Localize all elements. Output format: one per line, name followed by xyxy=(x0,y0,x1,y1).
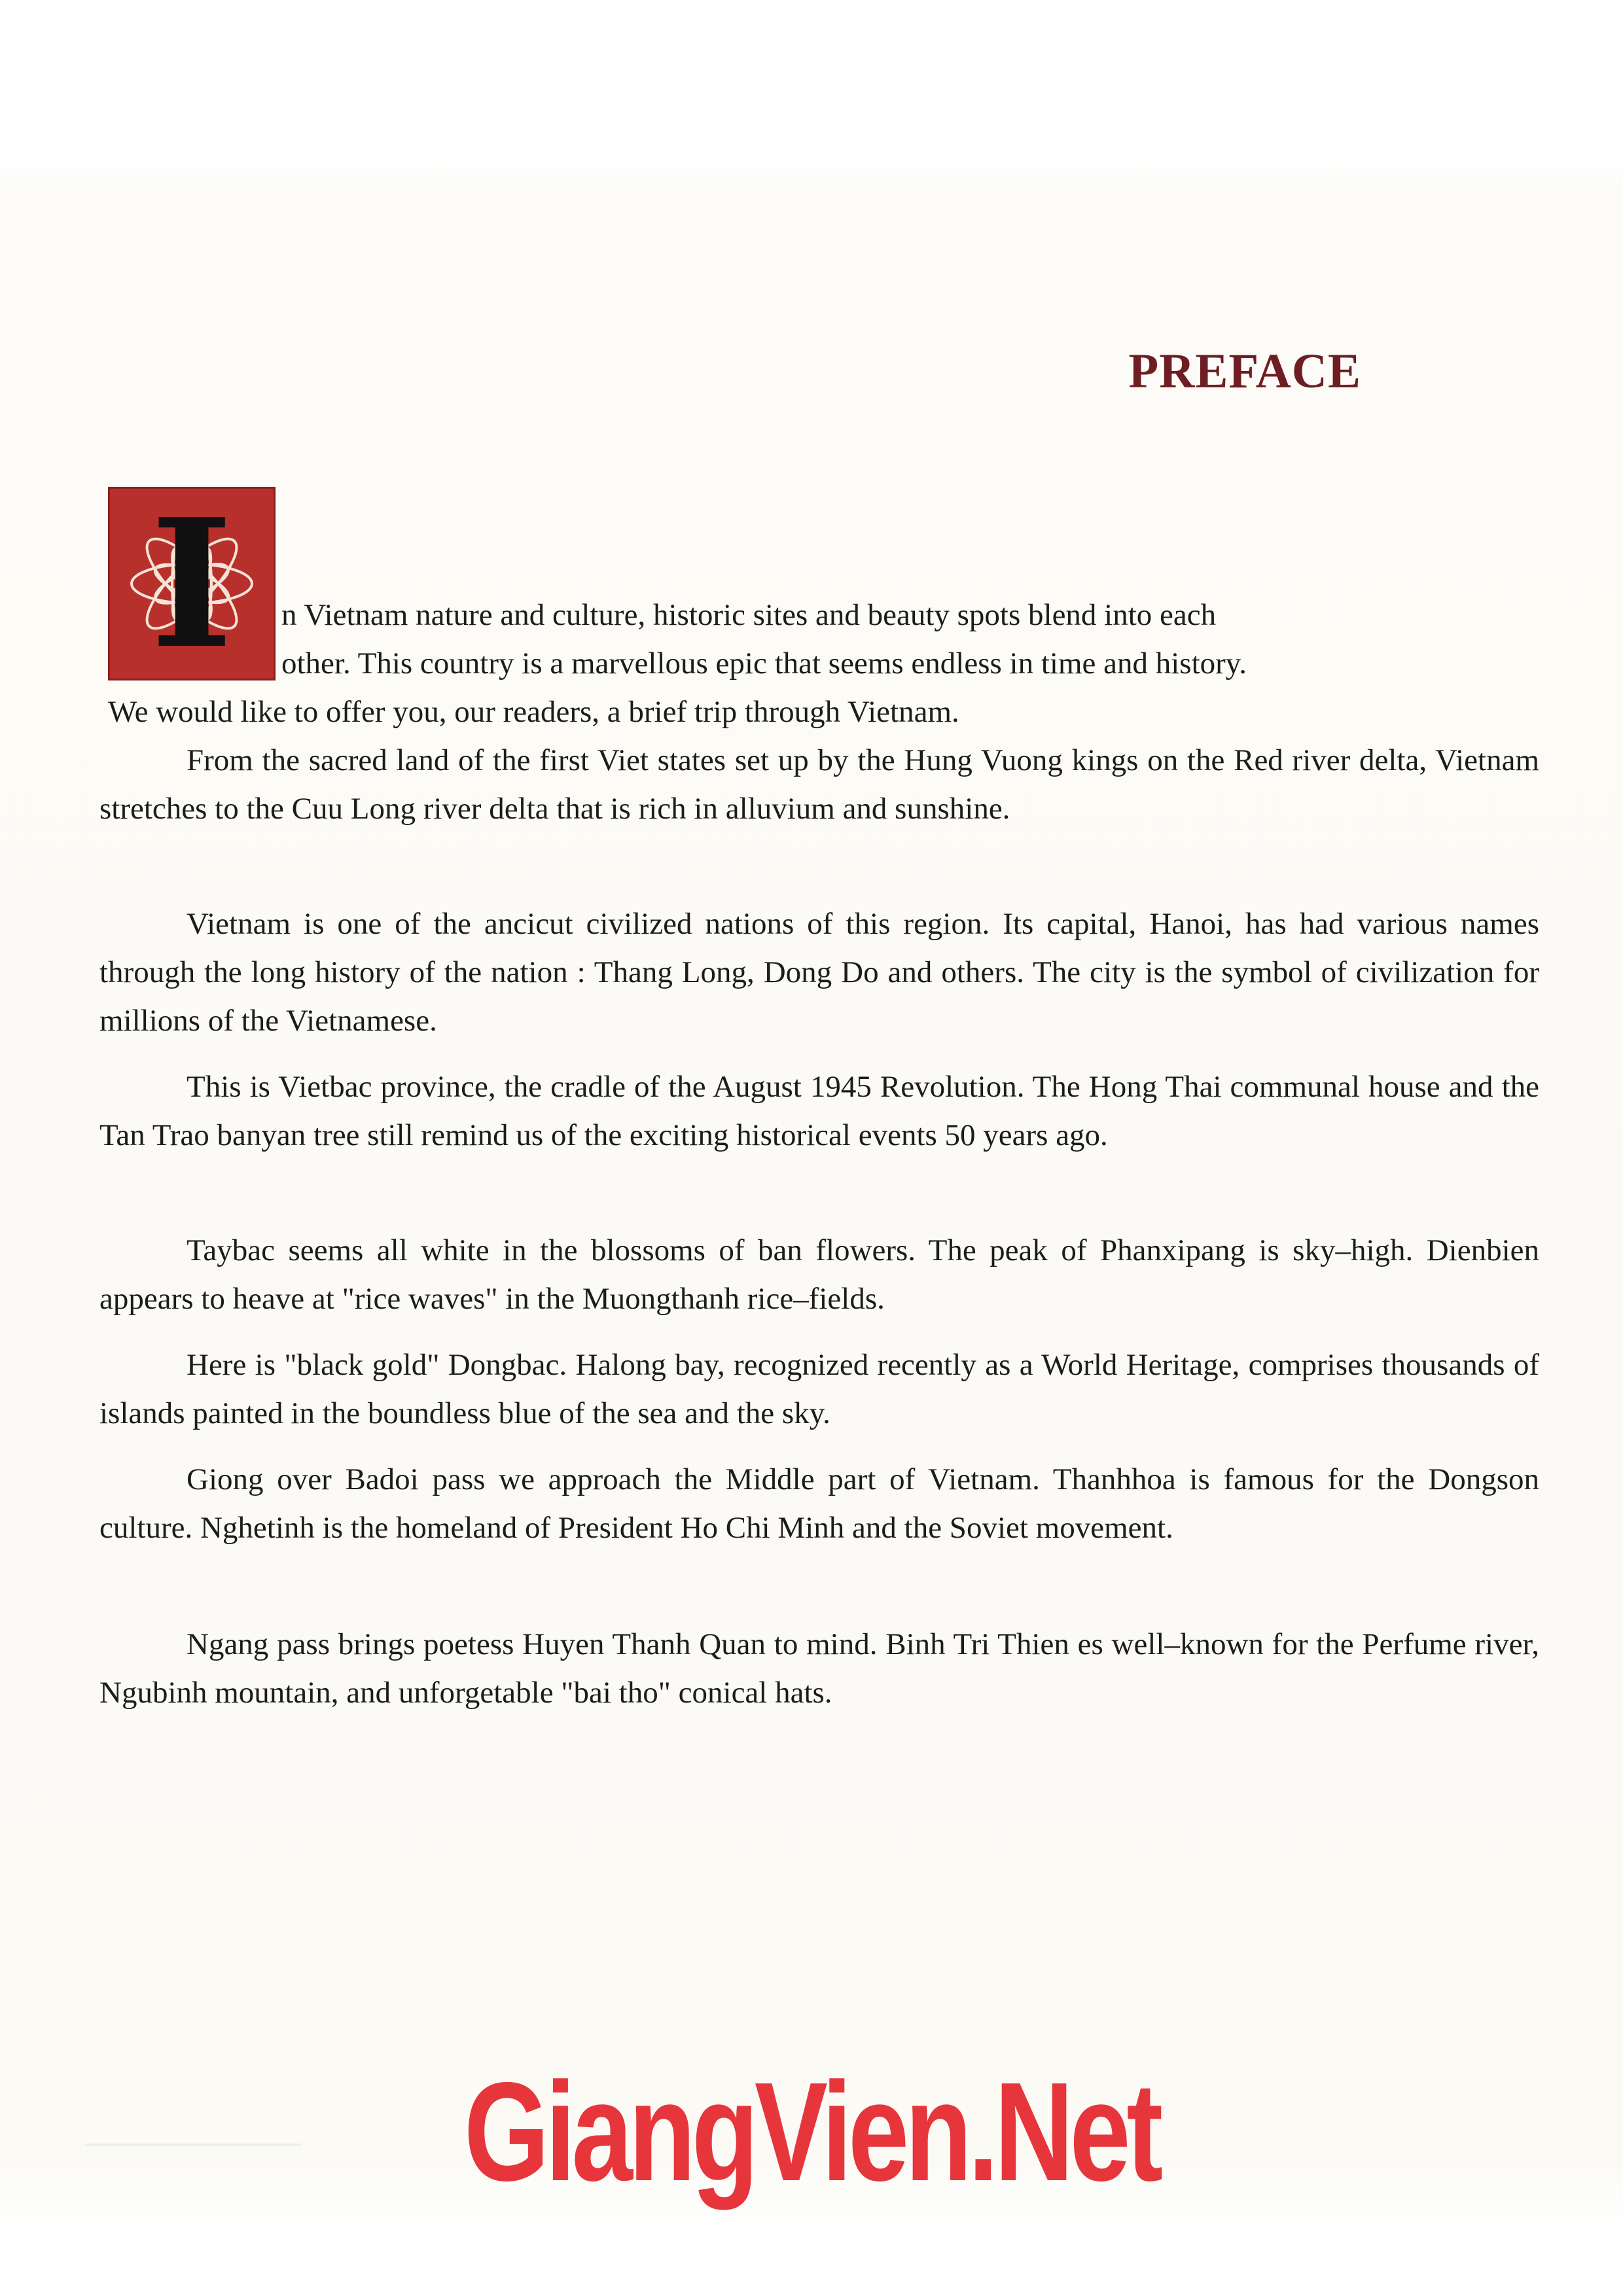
paragraph-5: Taybac seems all white in the blossoms of ban flowers. The peak of Phanxipang is sky–high. Dienbien appears to heave at "rice waves" in the Muongthanh rice–fields. xyxy=(99,1233,1539,1316)
paragraph-1-line-2: other. This country is a marvellous epic that seems endless in time and history. xyxy=(281,646,1247,680)
dropcap-ornament xyxy=(108,480,276,688)
page-title: PREFACE xyxy=(1128,344,1361,398)
paragraph-6: Here is "black gold" Dongbac. Halong bay, recognized recently as a World Heritage, comprises thousands of islands painted in the boundless blue of the sea and the sky. xyxy=(99,1348,1539,1430)
watermark-logo: GiangVien.Net xyxy=(464,2053,1159,2210)
paragraph-8: Ngang pass brings poetess Huyen Thanh Quan to mind. Binh Tri Thien es well–known for the Perfume river, Ngubinh mountain, and unforgetable "bai tho" conical hats. xyxy=(99,1627,1539,1710)
paragraph-2: From the sacred land of the first Viet states set up by the Hung Vuong kings on the Red river delta, Vietnam stretches to the Cuu Long river delta that is rich in alluvium and sunshine. xyxy=(99,743,1539,826)
paragraph-3: Vietnam is one of the ancicut civilized nations of this region. Its capital, Hanoi, has had various names through the long history of the nation : Thang Long, Dong Do and others. The city is the symbol of civilization for millions of the Vietnamese. xyxy=(99,907,1539,1038)
paragraph-1-line-1: n Vietnam nature and culture, historic sites and beauty spots blend into each xyxy=(281,598,1217,632)
dropcap-letter: I xyxy=(150,480,234,688)
paragraph-1-line-3: We would like to offer you, our readers, a brief trip through Vietnam. xyxy=(108,695,959,729)
paragraph-7: Giong over Badoi pass we approach the Middle part of Vietnam. Thanhhoa is famous for the Dongson culture. Nghetinh is the homeland of President Ho Chi Minh and the Soviet movement. xyxy=(99,1462,1539,1545)
paragraph-4: This is Vietbac province, the cradle of the August 1945 Revolution. The Hong Thai communal house and the Tan Trao banyan tree still remind us of the exciting historical events 50 years ago. xyxy=(99,1070,1539,1152)
